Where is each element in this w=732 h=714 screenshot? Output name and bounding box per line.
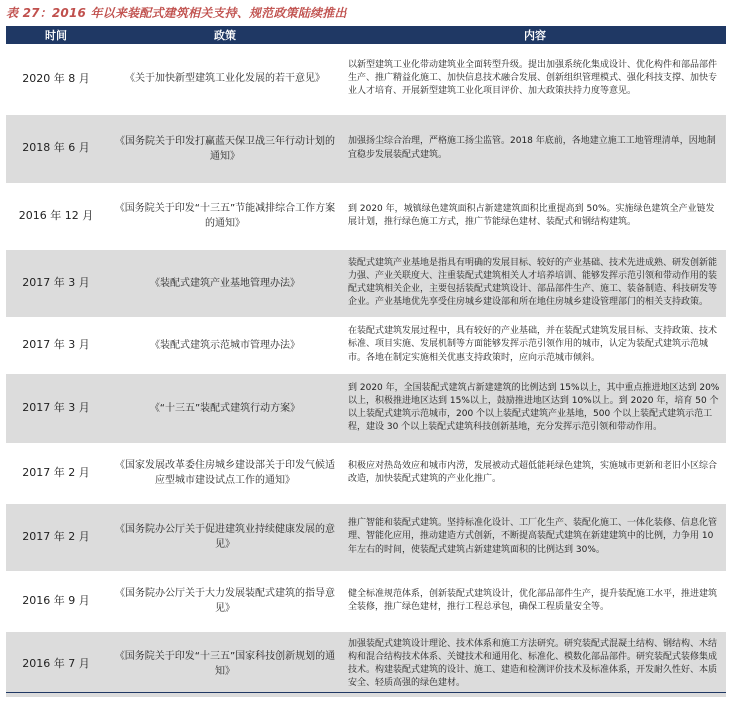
row-date: 2017 年 3 月 — [6, 317, 106, 373]
row-date: 2018 年 6 月 — [6, 114, 106, 183]
header-content: 内容 — [344, 26, 726, 44]
row-date: 2020 年 8 月 — [6, 44, 106, 114]
row-date: 2017 年 3 月 — [6, 249, 106, 317]
header-policy: 政策 — [106, 26, 344, 44]
policy-table — [6, 26, 726, 698]
row-date: 2016 年 12 月 — [6, 183, 106, 249]
row-content: 加强装配式建筑设计理论、技术体系和施工方法研究。研究装配式混凝土结构、钢结构、木结构和混合结构技术体系、关键技术和通用化、标准化、模数化部品部件。研究装配式装修集成技术。构建装配式建筑的设计、施工、建造和检测评价技术及标准体系，开发耐久性好、本质安全、轻质高强的绿色建材。 — [344, 631, 726, 697]
header-time: 时间 — [6, 26, 106, 44]
row-content: 到 2020 年，全国装配式建筑占新建建筑的比例达到 15%以上，其中重点推进地区达到 20%以上，积极推进地区达到 15%以上，鼓励推进地区达到 10%以上。到 2020 年，培育 50 个以上装配式建筑示范城市，200 个以上装配式建筑产业基地，500 个以上装配式建筑示范工程，建设 30 个以上装配式建筑科技创新基地，充分发挥示范引领和带动作用。 — [344, 373, 726, 443]
table-row — [6, 631, 726, 697]
row-date: 2016 年 7 月 — [6, 631, 106, 697]
row-policy: 《装配式建筑产业基地管理办法》 — [106, 249, 344, 317]
row-policy: 《国务院办公厅关于大力发展装配式建筑的指导意见》 — [106, 571, 344, 631]
row-date: 2017 年 2 月 — [6, 503, 106, 571]
row-content: 健全标准规范体系，创新装配式建筑设计，优化部品部件生产，提升装配施工水平，推进建筑全装修，推广绿色建材，推行工程总承包，确保工程质量安全等。 — [344, 571, 726, 631]
row-date: 2016 年 9 月 — [6, 571, 106, 631]
row-content: 积极应对热岛效应和城市内涝，发展被动式超低能耗绿色建筑，实施城市更新和老旧小区综合改造，加快装配式建筑的产业化推广。 — [344, 443, 726, 503]
row-policy: 《国家发展改革委住房城乡建设部关于印发气候适应型城市建设试点工作的通知》 — [106, 443, 344, 503]
table-row — [6, 249, 726, 317]
table-row — [6, 503, 726, 571]
table-row — [6, 443, 726, 503]
row-content: 装配式建筑产业基地是指具有明确的发展目标、较好的产业基础、技术先进成熟、研发创新能力强、产业关联度大、注重装配式建筑相关人才培养培训、能够发挥示范引领和带动作用的装配式建筑相关企业，主要包括装配式建筑设计、部品部件生产、施工、装备制造、科技研发等企业。产业基地优先享受住房城乡建设部和所在地住房城乡建设管理部门的相关支持政策。 — [344, 249, 726, 317]
row-content: 推广智能和装配式建筑。坚持标准化设计、工厂化生产、装配化施工、一体化装修、信息化管理、智能化应用，推动建造方式创新，不断提高装配式建筑在新建建筑中的比例，力争用 10 年左右的时间，使装配式建筑占新建建筑面积的比例达到 30%。 — [344, 503, 726, 571]
row-content: 加强扬尘综合治理，严格施工扬尘监管。2018 年底前，各地建立施工工地管理清单，因地制宜稳步发展装配式建筑。 — [344, 114, 726, 183]
row-content: 以新型建筑工业化带动建筑业全面转型升级。提出加强系统化集成设计、优化构件和部品部件生产、推广精益化施工、加快信息技术融合发展、创新组织管理模式、强化科技支撑、加快专业人才培育、开展新型建筑工业化项目评价、加大政策扶持力度等意见。 — [344, 44, 726, 114]
table-row — [6, 44, 726, 114]
table-row — [6, 317, 726, 373]
row-date: 2017 年 2 月 — [6, 443, 106, 503]
table-bottom-border — [6, 692, 726, 693]
row-content: 到 2020 年，城镇绿色建筑面积占新建建筑面积比重提高到 50%。实施绿色建筑全产业链发展计划，推行绿色施工方式，推广节能绿色建材、装配式和钢结构建筑。 — [344, 183, 726, 249]
row-policy: 《关于加快新型建筑工业化发展的若干意见》 — [106, 44, 344, 114]
row-policy: 《装配式建筑示范城市管理办法》 — [106, 317, 344, 373]
row-policy: 《国务院关于印发“十三五”节能减排综合工作方案的通知》 — [106, 183, 344, 249]
table-row — [6, 114, 726, 183]
row-policy: 《国务院关于印发打赢蓝天保卫战三年行动计划的通知》 — [106, 114, 344, 183]
table-row — [6, 183, 726, 249]
table-header-row — [6, 26, 726, 44]
row-date: 2017 年 3 月 — [6, 373, 106, 443]
row-policy: 《国务院关于印发“十三五”国家科技创新规划的通知》 — [106, 631, 344, 697]
row-policy: 《“十三五”装配式建筑行动方案》 — [106, 373, 344, 443]
row-content: 在装配式建筑发展过程中，具有较好的产业基础，并在装配式建筑发展目标、支持政策、技术标准、项目实施、发展机制等方面能够发挥示范引领作用的城市，认定为装配式建筑示范城市。各地在制定实施相关优惠支持政策时，应向示范城市倾斜。 — [344, 317, 726, 373]
row-policy: 《国务院办公厅关于促进建筑业持续健康发展的意见》 — [106, 503, 344, 571]
table-row — [6, 373, 726, 443]
table-row — [6, 571, 726, 631]
table-title: 表 27：2016 年以来装配式建筑相关支持、规范政策陆续推出 — [6, 6, 347, 20]
